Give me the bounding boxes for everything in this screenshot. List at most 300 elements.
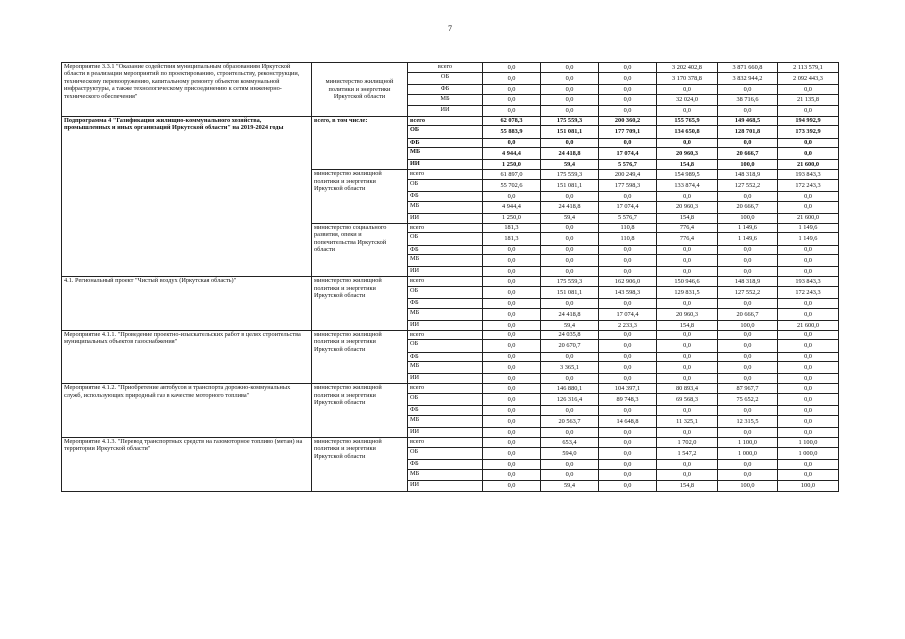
funding-source: ФБ [408, 138, 483, 148]
value-cell: 0,0 [778, 255, 839, 267]
value-cell: 0,0 [599, 352, 657, 362]
funding-source: ОБ [408, 393, 483, 405]
value-cell: 172 243,3 [778, 179, 839, 191]
value-cell: 0,0 [718, 299, 778, 309]
executor-cell: всего, в том числе: [312, 116, 408, 170]
value-cell: 80 893,4 [657, 384, 718, 394]
value-cell: 1 702,0 [657, 437, 718, 447]
value-cell: 0,0 [778, 192, 839, 202]
value-cell: 0,0 [778, 106, 839, 116]
value-cell: 0,0 [718, 330, 778, 340]
value-cell: 134 650,8 [657, 126, 718, 138]
value-cell: 0,0 [541, 255, 599, 267]
value-cell: 162 906,0 [599, 277, 657, 287]
value-cell: 20 960,3 [657, 201, 718, 213]
value-cell: 173 392,9 [778, 126, 839, 138]
value-cell: 0,0 [541, 72, 599, 84]
value-cell: 17 074,4 [599, 201, 657, 213]
value-cell: 653,4 [541, 437, 599, 447]
section-title: Мероприятие 3.3.1 "Оказание содействия муниципальным образованиям Иркутской области в реализации мероприятий по проектированию, строительству, реконструкции, техническому перевооружению, капитальному ремонту объектов коммунальной инфраструктуры, а также технологическому присоединению к сетям инженерно-технического обеспечения" [62, 63, 312, 117]
value-cell: 0,0 [718, 352, 778, 362]
value-cell: 155 765,9 [657, 116, 718, 126]
value-cell: 0,0 [599, 106, 657, 116]
value-cell: 0,0 [599, 340, 657, 352]
value-cell: 0,0 [718, 469, 778, 481]
value-cell: 0,0 [599, 459, 657, 469]
value-cell: 0,0 [718, 374, 778, 384]
funding-source: ИИ [408, 159, 483, 169]
funding-source: ФБ [408, 459, 483, 469]
value-cell: 0,0 [483, 299, 541, 309]
value-cell: 0,0 [718, 406, 778, 416]
value-cell: 1 250,0 [483, 213, 541, 223]
funding-source: ИИ [408, 213, 483, 223]
value-cell: 20 563,7 [541, 415, 599, 427]
value-cell: 0,0 [599, 245, 657, 255]
value-cell: 0,0 [718, 267, 778, 277]
value-cell: 1 149,6 [778, 223, 839, 233]
funding-source: ОБ [408, 126, 483, 138]
funding-source: ИИ [408, 267, 483, 277]
value-cell: 0,0 [541, 106, 599, 116]
value-cell: 0,0 [483, 384, 541, 394]
value-cell: 110,8 [599, 233, 657, 245]
value-cell: 0,0 [541, 223, 599, 233]
value-cell: 0,0 [541, 427, 599, 437]
value-cell: 0,0 [718, 245, 778, 255]
value-cell: 0,0 [483, 267, 541, 277]
value-cell: 0,0 [599, 94, 657, 106]
value-cell: 0,0 [541, 406, 599, 416]
value-cell: 0,0 [657, 255, 718, 267]
value-cell: 0,0 [718, 459, 778, 469]
funding-source: МБ [408, 94, 483, 106]
executor-cell: министерство жилищной политики и энергетики Иркутской области [312, 170, 408, 224]
section-title: Мероприятие 4.1.3. "Перевод транспортных средств на газомоторное топливо (метан) на территории Иркутской области" [62, 437, 312, 491]
value-cell: 0,0 [483, 192, 541, 202]
value-cell: 0,0 [778, 299, 839, 309]
funding-source: всего [408, 116, 483, 126]
value-cell: 0,0 [599, 138, 657, 148]
value-cell: 2 092 443,3 [778, 72, 839, 84]
value-cell: 0,0 [657, 340, 718, 352]
value-cell: 0,0 [657, 106, 718, 116]
value-cell: 110,8 [599, 223, 657, 233]
value-cell: 24 418,8 [541, 201, 599, 213]
value-cell: 100,0 [718, 320, 778, 330]
value-cell: 776,4 [657, 223, 718, 233]
value-cell: 0,0 [483, 469, 541, 481]
value-cell: 133 874,4 [657, 179, 718, 191]
value-cell: 5 576,7 [599, 159, 657, 169]
funding-source: МБ [408, 415, 483, 427]
value-cell: 0,0 [483, 277, 541, 287]
funding-source: всего [408, 384, 483, 394]
value-cell: 3 170 378,8 [657, 72, 718, 84]
value-cell: 126 316,4 [541, 393, 599, 405]
value-cell: 0,0 [657, 267, 718, 277]
value-cell: 21 600,0 [778, 213, 839, 223]
value-cell: 149 468,5 [718, 116, 778, 126]
value-cell: 151 081,1 [541, 126, 599, 138]
funding-source: МБ [408, 362, 483, 374]
value-cell: 61 897,0 [483, 170, 541, 180]
value-cell: 0,0 [541, 469, 599, 481]
funding-source: ОБ [408, 286, 483, 298]
funding-source: МБ [408, 308, 483, 320]
value-cell: 0,0 [599, 362, 657, 374]
value-cell: 0,0 [541, 459, 599, 469]
value-cell: 69 568,3 [657, 393, 718, 405]
value-cell: 1 149,6 [718, 223, 778, 233]
value-cell: 127 552,2 [718, 179, 778, 191]
value-cell: 181,3 [483, 223, 541, 233]
value-cell: 0,0 [483, 415, 541, 427]
value-cell: 59,4 [541, 213, 599, 223]
executor-cell: министерство социального развития, опеки и попечительства Иркутской области [312, 223, 408, 277]
value-cell: 100,0 [718, 481, 778, 491]
value-cell: 150 946,6 [657, 277, 718, 287]
value-cell: 0,0 [483, 255, 541, 267]
table-row [62, 384, 839, 394]
value-cell: 175 559,3 [541, 277, 599, 287]
value-cell: 55 883,9 [483, 126, 541, 138]
value-cell: 38 716,6 [718, 94, 778, 106]
value-cell: 0,0 [778, 201, 839, 213]
value-cell: 146 880,1 [541, 384, 599, 394]
value-cell: 0,0 [541, 63, 599, 73]
value-cell: 0,0 [718, 192, 778, 202]
value-cell: 0,0 [718, 427, 778, 437]
value-cell: 1 149,6 [718, 233, 778, 245]
value-cell: 0,0 [718, 138, 778, 148]
value-cell: 0,0 [657, 330, 718, 340]
value-cell: 3 832 944,2 [718, 72, 778, 84]
funding-source: ОБ [408, 340, 483, 352]
value-cell: 0,0 [657, 84, 718, 94]
executor-cell: министерство жилищной политики и энергетики Иркутской области [312, 277, 408, 331]
value-cell: 5 576,7 [599, 213, 657, 223]
value-cell: 154,8 [657, 481, 718, 491]
value-cell: 3 365,1 [541, 362, 599, 374]
value-cell: 0,0 [657, 459, 718, 469]
funding-source: всего [408, 223, 483, 233]
funding-source: ИИ [408, 481, 483, 491]
table-row [62, 63, 839, 73]
value-cell: 0,0 [778, 427, 839, 437]
value-cell: 59,4 [541, 320, 599, 330]
value-cell: 0,0 [778, 352, 839, 362]
value-cell: 154 989,5 [657, 170, 718, 180]
value-cell: 104 397,1 [599, 384, 657, 394]
value-cell: 177 709,1 [599, 126, 657, 138]
value-cell: 0,0 [778, 459, 839, 469]
value-cell: 0,0 [657, 406, 718, 416]
value-cell: 0,0 [599, 469, 657, 481]
value-cell: 151 081,1 [541, 179, 599, 191]
value-cell: 14 648,8 [599, 415, 657, 427]
value-cell: 0,0 [483, 84, 541, 94]
section-title: Мероприятие 4.1.1. "Проведение проектно-изыскательских работ в целях строительства муниципальных объектов газоснабжения" [62, 330, 312, 384]
value-cell: 0,0 [778, 469, 839, 481]
funding-source: всего [408, 63, 483, 73]
value-cell: 0,0 [541, 352, 599, 362]
value-cell: 148 318,9 [718, 170, 778, 180]
funding-source: ФБ [408, 406, 483, 416]
value-cell: 20 666,7 [718, 148, 778, 160]
funding-source: ИИ [408, 374, 483, 384]
value-cell: 143 598,3 [599, 286, 657, 298]
value-cell: 3 871 660,8 [718, 63, 778, 73]
funding-source: ФБ [408, 84, 483, 94]
value-cell: 0,0 [483, 427, 541, 437]
funding-source: всего [408, 277, 483, 287]
page-number: 7 [448, 24, 452, 33]
value-cell: 1 100,0 [718, 437, 778, 447]
value-cell: 0,0 [483, 286, 541, 298]
value-cell: 0,0 [657, 138, 718, 148]
value-cell: 1 000,0 [778, 447, 839, 459]
value-cell: 0,0 [778, 384, 839, 394]
value-cell: 0,0 [778, 374, 839, 384]
value-cell: 17 074,4 [599, 148, 657, 160]
value-cell: 148 318,9 [718, 277, 778, 287]
value-cell: 0,0 [599, 406, 657, 416]
value-cell: 0,0 [778, 84, 839, 94]
value-cell: 0,0 [599, 84, 657, 94]
value-cell: 1 100,0 [778, 437, 839, 447]
value-cell: 0,0 [483, 362, 541, 374]
value-cell: 59,4 [541, 481, 599, 491]
value-cell: 0,0 [483, 308, 541, 320]
value-cell: 0,0 [599, 427, 657, 437]
value-cell: 0,0 [541, 192, 599, 202]
funding-source: ОБ [408, 233, 483, 245]
value-cell: 0,0 [778, 267, 839, 277]
funding-source: всего [408, 170, 483, 180]
value-cell: 21 600,0 [778, 320, 839, 330]
value-cell: 24 035,8 [541, 330, 599, 340]
value-cell: 100,0 [718, 159, 778, 169]
funding-source: всего [408, 330, 483, 340]
section-title: Мероприятие 4.1.2. "Приобретение автобусов и транспорта дорожно-коммунальных служб, использующих природный газ в качестве моторного топлива" [62, 384, 312, 438]
value-cell: 0,0 [541, 84, 599, 94]
section-title: 4.1. Региональный проект "Чистый воздух (Иркутская область)" [62, 277, 312, 331]
value-cell: 12 315,5 [718, 415, 778, 427]
value-cell: 0,0 [778, 362, 839, 374]
value-cell: 177 598,3 [599, 179, 657, 191]
value-cell: 20 666,7 [718, 201, 778, 213]
value-cell: 154,8 [657, 320, 718, 330]
value-cell: 87 967,7 [718, 384, 778, 394]
value-cell: 20 960,3 [657, 308, 718, 320]
value-cell: 0,0 [483, 406, 541, 416]
funding-source: ИИ [408, 320, 483, 330]
value-cell: 0,0 [599, 255, 657, 267]
value-cell: 0,0 [599, 63, 657, 73]
value-cell: 0,0 [657, 299, 718, 309]
value-cell: 0,0 [541, 245, 599, 255]
value-cell: 0,0 [541, 138, 599, 148]
value-cell: 0,0 [778, 340, 839, 352]
funding-source: ФБ [408, 192, 483, 202]
table-row [62, 330, 839, 340]
value-cell: 0,0 [778, 138, 839, 148]
funding-source: МБ [408, 148, 483, 160]
value-cell: 127 552,2 [718, 286, 778, 298]
funding-source: ФБ [408, 352, 483, 362]
funding-source: ФБ [408, 299, 483, 309]
value-cell: 89 748,3 [599, 393, 657, 405]
section-title: Подпрограмма 4 "Газификация жилищно-коммунального хозяйства, промышленных и иных организаций Иркутской области" на 2019-2024 годы [62, 116, 312, 277]
value-cell: 24 418,8 [541, 148, 599, 160]
value-cell: 0,0 [718, 84, 778, 94]
value-cell: 0,0 [483, 374, 541, 384]
value-cell: 4 944,4 [483, 148, 541, 160]
value-cell: 193 843,3 [778, 170, 839, 180]
value-cell: 2 233,3 [599, 320, 657, 330]
value-cell: 0,0 [541, 299, 599, 309]
value-cell: 194 992,9 [778, 116, 839, 126]
value-cell: 172 243,3 [778, 286, 839, 298]
value-cell: 0,0 [599, 192, 657, 202]
funding-source: ОБ [408, 179, 483, 191]
value-cell: 0,0 [541, 267, 599, 277]
value-cell: 154,8 [657, 213, 718, 223]
value-cell: 0,0 [483, 447, 541, 459]
value-cell: 0,0 [657, 352, 718, 362]
value-cell: 21 600,0 [778, 159, 839, 169]
table-row [62, 277, 839, 287]
value-cell: 0,0 [483, 330, 541, 340]
value-cell: 0,0 [657, 192, 718, 202]
value-cell: 0,0 [483, 459, 541, 469]
funding-source: ИИ [408, 427, 483, 437]
value-cell: 181,3 [483, 233, 541, 245]
value-cell: 0,0 [718, 340, 778, 352]
value-cell: 200 249,4 [599, 170, 657, 180]
value-cell: 0,0 [541, 94, 599, 106]
value-cell: 175 559,3 [541, 116, 599, 126]
value-cell: 0,0 [657, 469, 718, 481]
value-cell: 0,0 [778, 406, 839, 416]
value-cell: 17 074,4 [599, 308, 657, 320]
executor-cell: министерство жилищной политики и энергетики Иркутской области [312, 437, 408, 491]
table-row [62, 437, 839, 447]
value-cell: 0,0 [483, 106, 541, 116]
value-cell: 0,0 [599, 72, 657, 84]
value-cell: 1 000,0 [718, 447, 778, 459]
value-cell: 0,0 [778, 308, 839, 320]
funding-source: МБ [408, 469, 483, 481]
value-cell: 1 250,0 [483, 159, 541, 169]
value-cell: 0,0 [718, 106, 778, 116]
value-cell: 2 113 579,1 [778, 63, 839, 73]
value-cell: 0,0 [718, 362, 778, 374]
value-cell: 32 024,0 [657, 94, 718, 106]
value-cell: 151 081,1 [541, 286, 599, 298]
value-cell: 594,0 [541, 447, 599, 459]
value-cell: 0,0 [718, 255, 778, 267]
executor-cell: министерство жилищной политики и энергетики Иркутской области [312, 330, 408, 384]
value-cell: 0,0 [599, 299, 657, 309]
value-cell: 0,0 [483, 72, 541, 84]
value-cell: 0,0 [778, 393, 839, 405]
value-cell: 0,0 [483, 320, 541, 330]
value-cell: 20 670,7 [541, 340, 599, 352]
value-cell: 24 418,8 [541, 308, 599, 320]
value-cell: 21 135,8 [778, 94, 839, 106]
value-cell: 0,0 [599, 267, 657, 277]
funding-source: ОБ [408, 72, 483, 84]
value-cell: 0,0 [483, 138, 541, 148]
value-cell: 0,0 [483, 94, 541, 106]
value-cell: 0,0 [483, 437, 541, 447]
value-cell: 100,0 [718, 213, 778, 223]
value-cell: 0,0 [778, 245, 839, 255]
value-cell: 3 202 402,8 [657, 63, 718, 73]
executor-cell: министерство жилищной политики и энергетики Иркутской области [312, 63, 408, 117]
value-cell: 55 702,6 [483, 179, 541, 191]
value-cell: 20 960,3 [657, 148, 718, 160]
value-cell: 0,0 [483, 340, 541, 352]
funding-source: всего [408, 437, 483, 447]
value-cell: 75 652,2 [718, 393, 778, 405]
value-cell: 154,8 [657, 159, 718, 169]
funding-source: МБ [408, 255, 483, 267]
value-cell: 0,0 [599, 481, 657, 491]
executor-cell: министерство жилищной политики и энергетики Иркутской области [312, 384, 408, 438]
value-cell: 0,0 [778, 330, 839, 340]
value-cell: 1 547,2 [657, 447, 718, 459]
value-cell: 200 360,2 [599, 116, 657, 126]
value-cell: 0,0 [657, 245, 718, 255]
value-cell: 0,0 [483, 393, 541, 405]
value-cell: 0,0 [778, 148, 839, 160]
value-cell: 128 701,8 [718, 126, 778, 138]
value-cell: 11 325,1 [657, 415, 718, 427]
value-cell: 20 666,7 [718, 308, 778, 320]
value-cell: 0,0 [599, 374, 657, 384]
value-cell: 0,0 [657, 374, 718, 384]
budget-table [61, 62, 839, 492]
value-cell: 59,4 [541, 159, 599, 169]
value-cell: 0,0 [657, 427, 718, 437]
funding-source: ОБ [408, 447, 483, 459]
value-cell: 175 559,3 [541, 170, 599, 180]
value-cell: 129 831,5 [657, 286, 718, 298]
value-cell: 0,0 [483, 245, 541, 255]
value-cell: 0,0 [599, 437, 657, 447]
value-cell: 0,0 [599, 330, 657, 340]
value-cell: 62 078,3 [483, 116, 541, 126]
funding-source: ФБ [408, 245, 483, 255]
table-row [62, 116, 839, 126]
value-cell: 0,0 [483, 481, 541, 491]
value-cell: 0,0 [657, 362, 718, 374]
value-cell: 193 843,3 [778, 277, 839, 287]
value-cell: 1 149,6 [778, 233, 839, 245]
value-cell: 0,0 [541, 233, 599, 245]
value-cell: 0,0 [541, 374, 599, 384]
funding-source: ИИ [408, 106, 483, 116]
value-cell: 4 944,4 [483, 201, 541, 213]
value-cell: 0,0 [483, 352, 541, 362]
value-cell: 776,4 [657, 233, 718, 245]
value-cell: 100,0 [778, 481, 839, 491]
value-cell: 0,0 [778, 415, 839, 427]
value-cell: 0,0 [599, 447, 657, 459]
